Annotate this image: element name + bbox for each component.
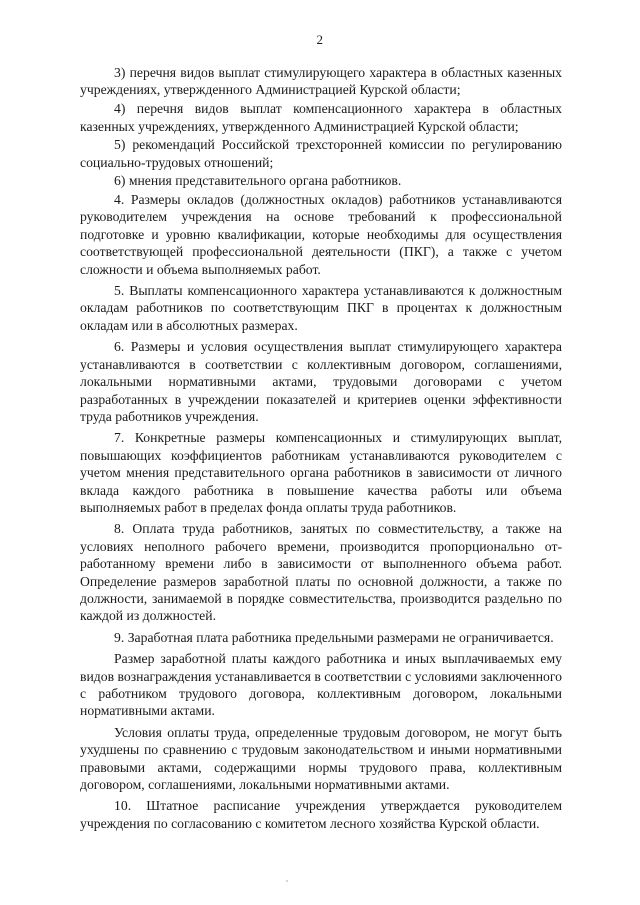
- paragraph-item-5: 5) рекомендаций Российской трехсторонней комиссии по регулированию социально-трудовых отношений;: [80, 137, 562, 170]
- page-number: 2: [316, 32, 324, 47]
- paragraph-pay-conditions: Условия оплаты труда, определенные трудовым договором, не могут быть ухудшены по сравнению с трудовым законодательством и иными нормативными правовыми актами, содержащими нормы трудового права, коллективным договором, соглашениями, локальными нормативными актами.: [80, 724, 562, 793]
- paragraph-clause-10: 10. Штатное расписание учреждения утверждается руководителем учреждения по согласованию с комитетом лесного хозяйства Курской области.: [80, 798, 562, 831]
- paragraph-clause-9: 9. Заработная плата работника предельными размерами не ограничивается.: [114, 629, 554, 645]
- paragraph-clause-7: 7. Конкретные размеры компенсационных и стимулирующих выплат, повышающих коэффициентов работникам устанавливаются руководителем с учетом мнения представительного органа работников в зависимости от личного вклада каждого работника в повышение качества работы или объема выполняемых работ в пределах фонда оплаты труда работников.: [80, 430, 562, 515]
- paragraph-salary-size: Размер заработной платы каждого работника и иных выплачиваемых ему видов вознаграждения устанавливается в соответствии с условиями заключенного с работником трудового договора, коллективным договором, локальными нормативными актами.: [80, 651, 562, 719]
- paragraph-item-3: 3) перечня видов выплат стимулирующего характера в областных казенных учреждениях, утвержденного Администрацией Курской области;: [80, 65, 562, 98]
- paragraph-clause-4: 4. Размеры окладов (должностных окладов) работников устанавливаются руководителем учреждения на основе требований к профессиональной подготовке и уровню квалификации, которые необходимы для осуществления соответствующей профессиональной деятельности (ПКГ), а также с учетом сложности и объема выполняемых работ.: [80, 192, 562, 277]
- paragraph-item-4: 4) перечня видов выплат компенсационного характера в областных казенных учреждениях, утвержденного Администрацией Курской области;: [80, 101, 562, 134]
- paragraph-clause-5: 5. Выплаты компенсационного характера устанавливаются к должностным окладам работников по соответствующим ПКГ в процентах к должностным окладам или в абсолютных размерах.: [80, 283, 562, 333]
- paragraph-clause-6: 6. Размеры и условия осуществления выплат стимулирующего характера устанавливаются в соответствии с коллективным договором, соглашениями, локальными нормативными актами, трудовыми договорами с учетом разработанных в учреждении показателей и критериев оценки эффективности труда работников учреждения.: [80, 339, 562, 424]
- scan-speck: [286, 880, 288, 882]
- paragraph-item-6: 6) мнения представительного органа работников.: [114, 173, 402, 189]
- document-body: [80, 64, 562, 834]
- paragraph-clause-8: 8. Оплата труда работников, занятых по совместительству, а также на условиях неполного рабочего времени, производится пропорционально отработанному времени либо в зависимости от выполненного объема работ. Определение размеров заработной платы по основной должности, а также по должности, занимаемой в порядке совместительства, производится раздельно по каждой из должностей.: [80, 521, 562, 624]
